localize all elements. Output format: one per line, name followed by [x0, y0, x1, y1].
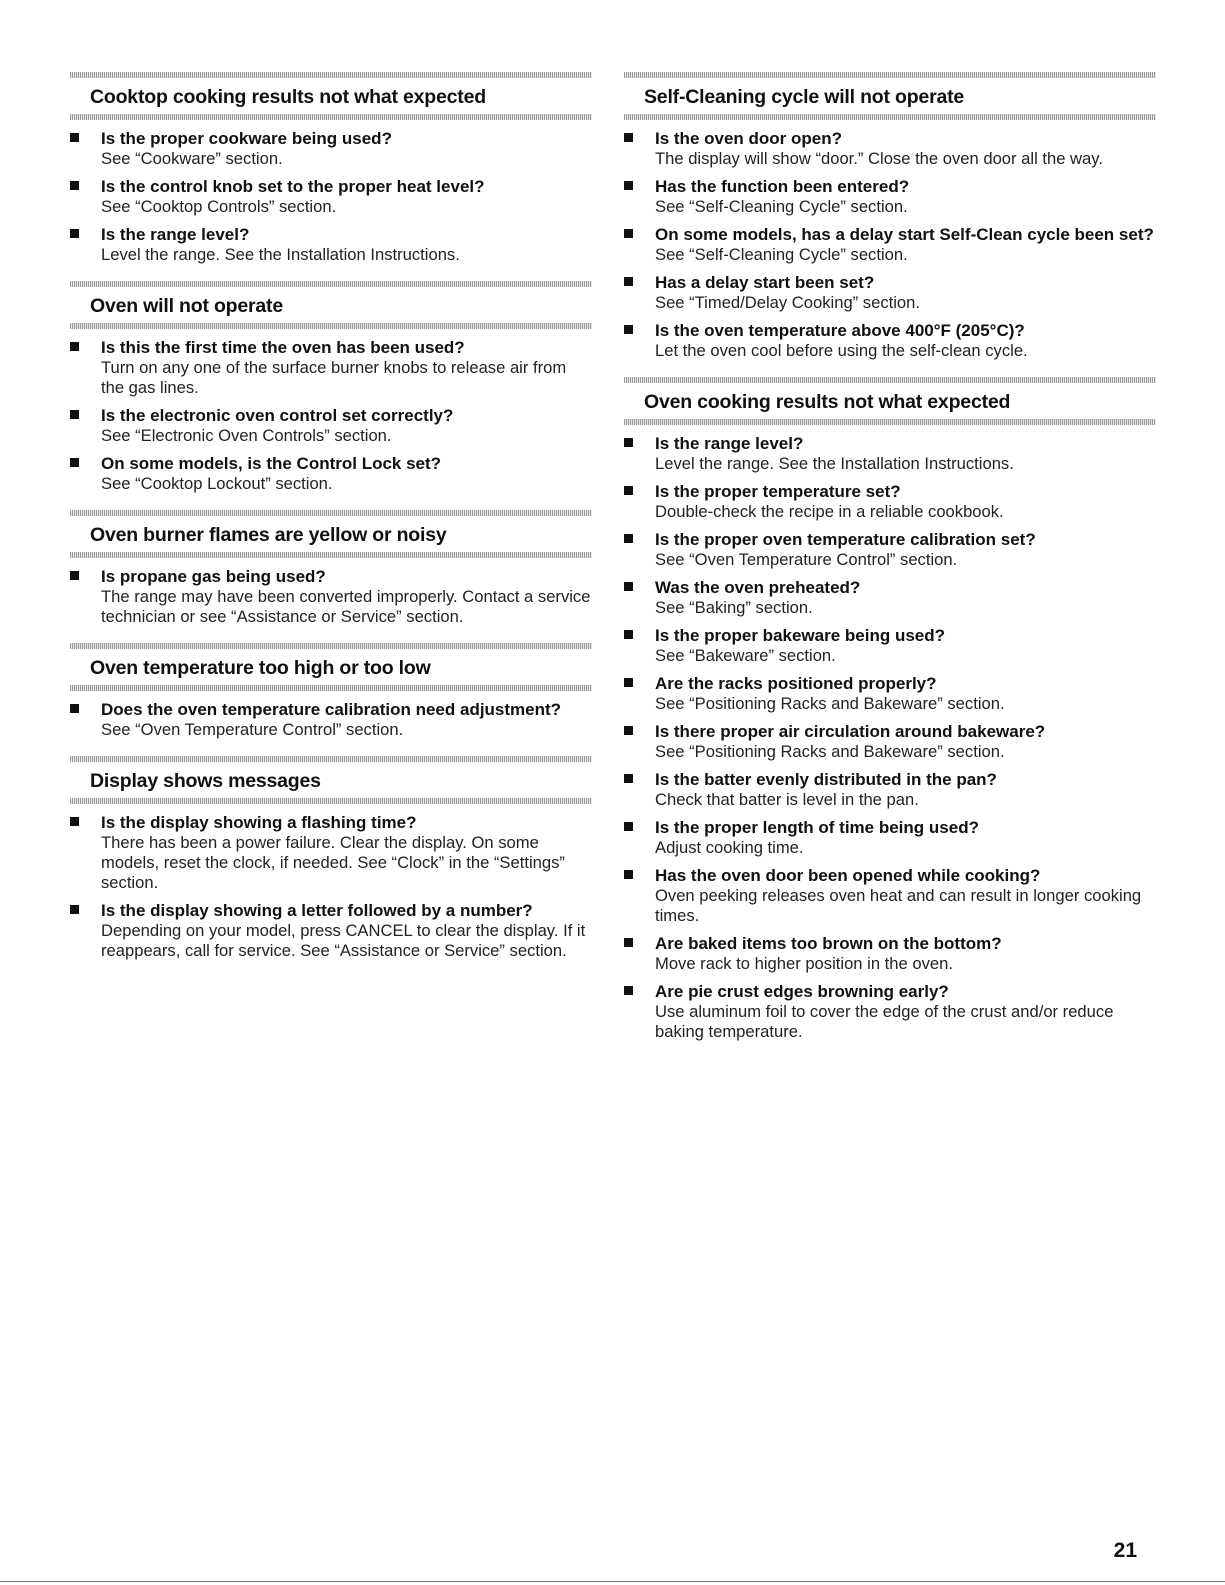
list-item — [70, 177, 592, 217]
question-text: Is the display showing a letter followed by a number? — [101, 901, 533, 920]
answer-text: See “Self-Cleaning Cycle” section. — [655, 245, 908, 264]
section-heading: Oven cooking results not what expected — [644, 391, 1011, 413]
question-text: Is the proper length of time being used? — [655, 818, 979, 837]
list-item — [624, 273, 1156, 313]
left-column — [70, 72, 592, 977]
question-text: Is the display showing a flashing time? — [101, 813, 417, 832]
square-bullet-icon — [624, 822, 633, 831]
answer-text: See “Positioning Racks and Bakeware” section. — [655, 694, 1005, 713]
answer-text: See “Timed/Delay Cooking” section. — [655, 293, 920, 312]
question-list — [624, 120, 1156, 375]
square-bullet-icon — [624, 678, 633, 687]
square-bullet-icon — [624, 277, 633, 286]
question-text: Are baked items too brown on the bottom? — [655, 934, 1002, 953]
question-text: Is there proper air circulation around bakeware? — [655, 722, 1046, 741]
answer-text: Let the oven cool before using the self-clean cycle. — [655, 341, 1028, 360]
question-text: Is the control knob set to the proper heat level? — [101, 177, 485, 196]
section-cooktop-cooking-results-not-what-expected — [70, 72, 592, 279]
answer-text: See “Oven Temperature Control” section. — [101, 720, 404, 739]
answer-text: See “Bakeware” section. — [655, 646, 836, 665]
question-text: Has a delay start been set? — [655, 273, 875, 292]
answer-text: See “Oven Temperature Control” section. — [655, 550, 958, 569]
section-heading: Self-Cleaning cycle will not operate — [644, 86, 965, 108]
list-item — [624, 866, 1156, 926]
question-text: Is the range level? — [655, 434, 804, 453]
square-bullet-icon — [624, 438, 633, 447]
list-item — [70, 813, 592, 893]
square-bullet-icon — [70, 704, 79, 713]
section-display-shows-messages — [70, 756, 592, 975]
square-bullet-icon — [624, 986, 633, 995]
answer-text: Double-check the recipe in a reliable cookbook. — [655, 502, 1004, 521]
question-text: On some models, has a delay start Self-Clean cycle been set? — [655, 225, 1154, 244]
answer-text: Check that batter is level in the pan. — [655, 790, 919, 809]
question-text: Has the function been entered? — [655, 177, 910, 196]
section-oven-temperature-too-high-or-too-low — [70, 643, 592, 754]
question-text: Is the electronic oven control set correctly? — [101, 406, 454, 425]
list-item — [624, 578, 1156, 618]
answer-text: The display will show “door.” Close the oven door all the way. — [655, 149, 1103, 168]
square-bullet-icon — [70, 342, 79, 351]
square-bullet-icon — [624, 325, 633, 334]
question-text: Is the batter evenly distributed in the pan? — [655, 770, 997, 789]
question-text: Is the proper cookware being used? — [101, 129, 392, 148]
square-bullet-icon — [624, 181, 633, 190]
question-text: On some models, is the Control Lock set? — [101, 454, 442, 473]
section-oven-burner-flames-are-yellow-or-noisy — [70, 510, 592, 641]
question-list — [624, 425, 1156, 1056]
question-text: Are pie crust edges browning early? — [655, 982, 949, 1001]
section-self-cleaning-cycle-will-not-operate — [624, 72, 1156, 375]
square-bullet-icon — [624, 486, 633, 495]
square-bullet-icon — [70, 458, 79, 467]
list-item — [624, 934, 1156, 974]
square-bullet-icon — [624, 534, 633, 543]
question-list — [70, 329, 592, 508]
square-bullet-icon — [624, 870, 633, 879]
section-heading: Display shows messages — [90, 770, 321, 792]
answer-text: Depending on your model, press CANCEL to clear the display. If it reappears, call for service. See “Assistance or Service” section. — [101, 921, 586, 960]
question-text: Is the proper oven temperature calibration set? — [655, 530, 1036, 549]
right-column — [624, 72, 1156, 1058]
page-bottom-rule — [0, 1581, 1225, 1582]
answer-text: Turn on any one of the surface burner knobs to release air from the gas lines. — [101, 358, 567, 397]
list-item — [70, 901, 592, 961]
answer-text: See “Positioning Racks and Bakeware” section. — [655, 742, 1005, 761]
question-text: Is this the first time the oven has been used? — [101, 338, 465, 357]
section-heading: Oven burner flames are yellow or noisy — [90, 524, 447, 546]
answer-text: See “Baking” section. — [655, 598, 813, 617]
question-text: Is the proper bakeware being used? — [655, 626, 946, 645]
answer-text: See “Cookware” section. — [101, 149, 283, 168]
list-item — [70, 225, 592, 265]
question-text: Is the proper temperature set? — [655, 482, 901, 501]
question-text: Was the oven preheated? — [655, 578, 861, 597]
answer-text: Move rack to higher position in the oven. — [655, 954, 953, 973]
section-oven-cooking-results-not-what-expected — [624, 377, 1156, 1056]
list-item — [624, 225, 1156, 265]
list-item — [624, 177, 1156, 217]
question-text: Is the oven temperature above 400°F (205°C)? — [655, 321, 1025, 340]
answer-text: Adjust cooking time. — [655, 838, 804, 857]
square-bullet-icon — [70, 133, 79, 142]
answer-text: Use aluminum foil to cover the edge of the crust and/or reduce baking temperature. — [655, 1002, 1114, 1041]
square-bullet-icon — [624, 582, 633, 591]
question-text: Is the oven door open? — [655, 129, 843, 148]
question-list — [70, 120, 592, 279]
list-item — [624, 626, 1156, 666]
list-item — [624, 982, 1156, 1042]
list-item — [624, 530, 1156, 570]
section-heading: Oven will not operate — [90, 295, 283, 317]
list-item — [624, 321, 1156, 361]
list-item — [70, 406, 592, 446]
section-heading: Cooktop cooking results not what expected — [90, 86, 486, 108]
answer-text: The range may have been converted improperly. Contact a service technician or see “Assistance or Service” section. — [101, 587, 591, 626]
square-bullet-icon — [70, 571, 79, 580]
square-bullet-icon — [624, 938, 633, 947]
list-item — [70, 567, 592, 627]
list-item — [624, 434, 1156, 474]
list-item — [624, 129, 1156, 169]
answer-text: See “Cooktop Controls” section. — [101, 197, 337, 216]
section-oven-will-not-operate — [70, 281, 592, 508]
list-item — [624, 818, 1156, 858]
square-bullet-icon — [70, 817, 79, 826]
square-bullet-icon — [624, 133, 633, 142]
answer-text: There has been a power failure. Clear the display. On some models, reset the clock, if needed. See “Clock” in the “Settings” section. — [101, 833, 565, 892]
question-text: Has the oven door been opened while cooking? — [655, 866, 1041, 885]
square-bullet-icon — [70, 229, 79, 238]
question-list — [70, 804, 592, 975]
answer-text: See “Cooktop Lockout” section. — [101, 474, 333, 493]
section-heading: Oven temperature too high or too low — [90, 657, 431, 679]
list-item — [70, 454, 592, 494]
square-bullet-icon — [624, 726, 633, 735]
square-bullet-icon — [624, 774, 633, 783]
question-list — [70, 691, 592, 754]
list-item — [624, 722, 1156, 762]
page-number: 21 — [1113, 1539, 1137, 1562]
square-bullet-icon — [70, 410, 79, 419]
answer-text: Oven peeking releases oven heat and can result in longer cooking times. — [655, 886, 1142, 925]
list-item — [624, 482, 1156, 522]
list-item — [70, 338, 592, 398]
question-list — [70, 558, 592, 641]
square-bullet-icon — [624, 229, 633, 238]
question-text: Does the oven temperature calibration need adjustment? — [101, 700, 562, 719]
list-item — [624, 674, 1156, 714]
answer-text: Level the range. See the Installation Instructions. — [655, 454, 1014, 473]
question-text: Is propane gas being used? — [101, 567, 326, 586]
answer-text: See “Self-Cleaning Cycle” section. — [655, 197, 908, 216]
list-item — [624, 770, 1156, 810]
question-text: Is the range level? — [101, 225, 250, 244]
list-item — [70, 129, 592, 169]
list-item — [70, 700, 592, 740]
square-bullet-icon — [70, 905, 79, 914]
question-text: Are the racks positioned properly? — [655, 674, 937, 693]
answer-text: Level the range. See the Installation Instructions. — [101, 245, 460, 264]
square-bullet-icon — [70, 181, 79, 190]
answer-text: See “Electronic Oven Controls” section. — [101, 426, 392, 445]
square-bullet-icon — [624, 630, 633, 639]
